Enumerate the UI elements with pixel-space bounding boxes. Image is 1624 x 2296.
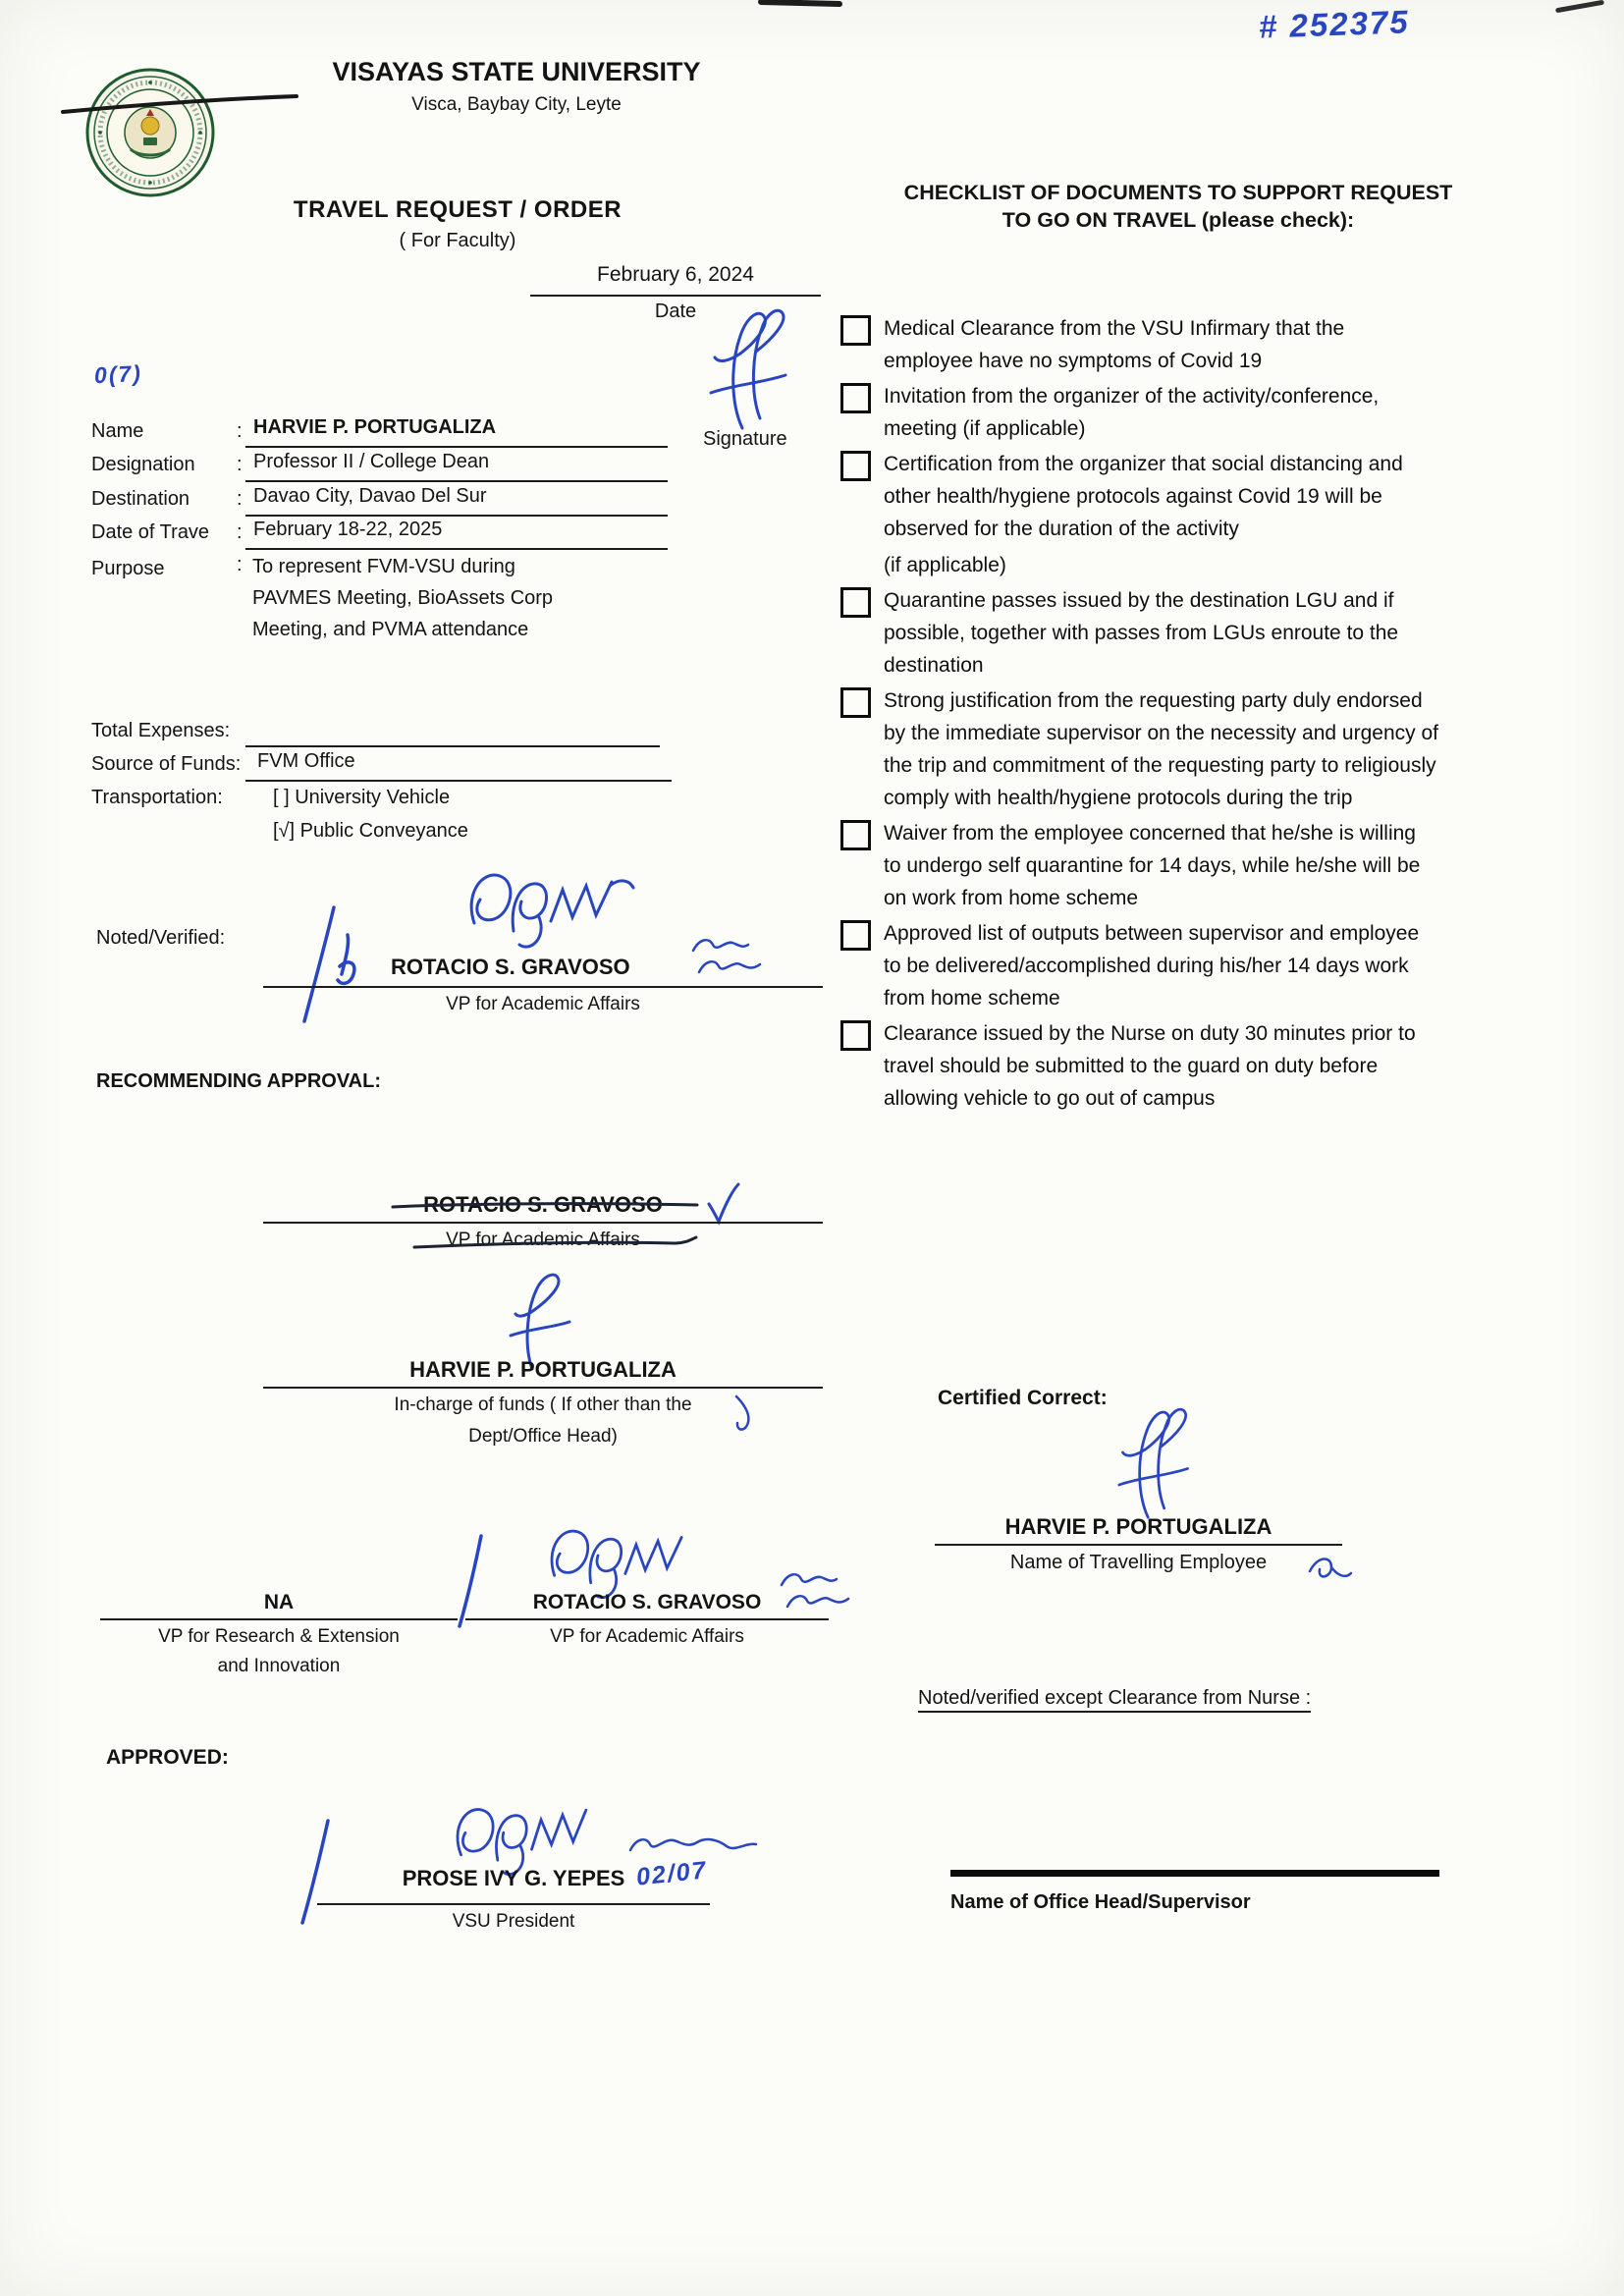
colon: : bbox=[237, 488, 243, 510]
noted-except-note bbox=[918, 1687, 1311, 1710]
checkbox-icon bbox=[840, 451, 871, 481]
checklist-item-text: Certification from the organizer that social distancing and other health/hygiene protocols against Covid 19 will be observed for the duration of the activity bbox=[884, 453, 1403, 540]
handwritten-margin-note: 0(7) bbox=[93, 359, 143, 389]
transportation-label: Transportation: bbox=[91, 787, 223, 808]
signature-line bbox=[317, 1903, 710, 1905]
colon: : bbox=[237, 521, 243, 543]
checklist-title-line2: TO GO ON TRAVEL (please check): bbox=[1001, 208, 1355, 232]
checklist-item bbox=[840, 448, 1528, 581]
pen-stroke-over-logo bbox=[57, 84, 302, 130]
checkbox-icon bbox=[840, 920, 871, 951]
small-ink-mark bbox=[1304, 1548, 1355, 1593]
strikethrough-mark bbox=[391, 1198, 700, 1212]
rec1-signatory-name: ROTACIO S. GRAVOSO bbox=[423, 1192, 663, 1217]
checkbox-icon bbox=[840, 315, 871, 346]
signature-line bbox=[263, 986, 823, 988]
checklist-item-text: Approved list of outputs between supervisor and employee to be delivered/accomplished during his/her 14 days work from home scheme bbox=[884, 922, 1420, 1010]
colon: : bbox=[237, 554, 243, 575]
transport-option-public-conveyance: [√] Public Conveyance bbox=[273, 820, 468, 842]
rec3-right-name: ROTACIO S. GRAVOSO bbox=[532, 1591, 762, 1613]
handwritten-doc-number: # 252375 bbox=[1258, 3, 1411, 45]
signature-line bbox=[263, 1387, 823, 1389]
checklist-item-text: Strong justification from the requesting party duly endorsed by the immediate supervisor on the necessity and urgency of the trip and commitment of the requesting party to religiously comply with health/hygiene protocols during the trip bbox=[884, 689, 1438, 809]
checklist-item bbox=[840, 817, 1528, 914]
signature-employee-ink bbox=[1096, 1398, 1204, 1528]
date-value: February 6, 2024 bbox=[530, 263, 821, 297]
checkbox-icon bbox=[840, 587, 871, 618]
checklist bbox=[840, 312, 1528, 1118]
total-expenses-blank-line bbox=[245, 718, 660, 747]
check-mark-ink bbox=[701, 1178, 742, 1226]
office-head-label: Name of Office Head/Supervisor bbox=[950, 1891, 1251, 1913]
signature-label: Signature bbox=[703, 428, 787, 450]
handwritten-initials-mark bbox=[774, 1563, 867, 1624]
checklist-item bbox=[840, 1017, 1528, 1115]
form-subtitle: ( For Faculty) bbox=[399, 230, 516, 251]
checkbox-icon bbox=[840, 383, 871, 413]
rec2-signatory-name: HARVIE P. PORTUGALIZA bbox=[409, 1357, 677, 1382]
handwritten-initials-mark bbox=[685, 929, 779, 990]
signature-line bbox=[465, 1618, 829, 1620]
travelling-employee-name: HARVIE P. PORTUGALIZA bbox=[1004, 1514, 1272, 1539]
checklist-item-text: Quarantine passes issued by the destination LGU and if possible, together with passes from LGUs enroute to the destination bbox=[884, 589, 1399, 677]
noted-verified-label: Noted/Verified: bbox=[96, 927, 226, 949]
university-name: VISAYAS STATE UNIVERSITY bbox=[332, 57, 701, 86]
field-value-name: HARVIE P. PORTUGALIZA bbox=[245, 416, 668, 448]
checklist-title-line1: CHECKLIST OF DOCUMENTS TO SUPPORT REQUEST bbox=[903, 181, 1453, 204]
rec2-signatory-title-line1: In-charge of funds ( If other than the bbox=[394, 1394, 692, 1415]
rec2-signatory-title-line2: Dept/Office Head) bbox=[468, 1426, 618, 1447]
total-expenses-label: Total Expenses: bbox=[91, 720, 231, 741]
field-value-destination: Davao City, Davao Del Sur bbox=[245, 485, 668, 517]
rec3-left-title-line1: VP for Research & Extension bbox=[158, 1626, 400, 1647]
checklist-item bbox=[840, 684, 1528, 814]
form-title: TRAVEL REQUEST / ORDER bbox=[293, 196, 623, 223]
strikethrough-mark bbox=[412, 1235, 699, 1253]
field-value-designation: Professor II / College Dean bbox=[245, 451, 668, 482]
field-label-name: Name bbox=[91, 420, 144, 442]
rec3-right-title: VP for Academic Affairs bbox=[550, 1626, 744, 1647]
signature-line bbox=[100, 1618, 458, 1620]
checklist-item-text: Invitation from the organizer of the activity/conference, meeting (if applicable) bbox=[884, 385, 1380, 440]
purpose-line-3: Meeting, and PVMA attendance bbox=[252, 619, 529, 640]
certified-correct-label: Certified Correct: bbox=[938, 1387, 1108, 1409]
checklist-item bbox=[840, 312, 1528, 377]
transport-option-university-vehicle: [ ] University Vehicle bbox=[273, 787, 451, 808]
pen-slash-mark bbox=[452, 1532, 491, 1630]
scan-artifact bbox=[1555, 0, 1604, 13]
approved-label: APPROVED: bbox=[106, 1746, 229, 1769]
noted-signatory-title: VP for Academic Affairs bbox=[446, 994, 640, 1014]
university-address: Visca, Baybay City, Leyte bbox=[411, 94, 622, 115]
signature-gravoso-ink bbox=[457, 856, 653, 959]
signature-employee-ink bbox=[685, 302, 803, 436]
field-label-designation: Designation bbox=[91, 454, 195, 475]
field-label-date-of-travel: Date of Trave bbox=[91, 521, 210, 543]
handwritten-date-initials: 02/07 bbox=[634, 1856, 709, 1891]
checkbox-icon bbox=[840, 687, 871, 718]
colon: : bbox=[237, 420, 243, 442]
checkbox-icon bbox=[840, 1020, 871, 1051]
checkbox-icon bbox=[840, 820, 871, 850]
colon: : bbox=[237, 454, 243, 475]
president-title: VSU President bbox=[452, 1911, 575, 1932]
checklist-item bbox=[840, 380, 1528, 445]
source-of-funds-label: Source of Funds: bbox=[91, 753, 242, 775]
office-head-signature-bar bbox=[950, 1870, 1439, 1877]
recommending-approval-label: RECOMMENDING APPROVAL: bbox=[96, 1070, 381, 1092]
checklist-item-note: (if applicable) bbox=[884, 554, 1006, 576]
signature-line bbox=[935, 1544, 1342, 1546]
checklist-item-text: Medical Clearance from the VSU Infirmary that the employee have no symptoms of Covid 19 bbox=[884, 317, 1345, 372]
field-value-date-of-travel: February 18-22, 2025 bbox=[245, 519, 668, 550]
noted-except-text: Noted/verified except Clearance from Nurse : bbox=[918, 1687, 1311, 1713]
field-label-destination: Destination bbox=[91, 488, 190, 510]
signature-line bbox=[263, 1222, 823, 1224]
president-name: PROSE IVY G. YEPES bbox=[402, 1866, 625, 1890]
travelling-employee-title: Name of Travelling Employee bbox=[1009, 1552, 1268, 1573]
checklist-item-text: Waiver from the employee concerned that he/she is willing to undergo self quarantine for 14 days, while he/she will be on work from home scheme bbox=[884, 822, 1421, 909]
rec3-left-title-line2: and Innovation bbox=[217, 1656, 341, 1676]
checklist-item bbox=[840, 917, 1528, 1014]
date-label: Date bbox=[654, 301, 697, 322]
purpose-line-1: To represent FVM-VSU during bbox=[252, 556, 515, 577]
checklist-item bbox=[840, 584, 1528, 682]
checklist-item-text: Clearance issued by the Nurse on duty 30 minutes prior to travel should be submitted to the guard on duty before allowing vehicle to go out of campus bbox=[884, 1022, 1416, 1110]
purpose-line-2: PAVMES Meeting, BioAssets Corp bbox=[252, 587, 554, 609]
noted-signatory-name: ROTACIO S. GRAVOSO bbox=[391, 955, 630, 979]
scan-artifact bbox=[758, 0, 842, 7]
rec3-left-name: NA bbox=[263, 1591, 295, 1613]
source-of-funds-value: FVM Office bbox=[245, 750, 672, 782]
field-label-purpose: Purpose bbox=[91, 558, 165, 579]
rec1-signatory-title: VP for Academic Affairs bbox=[446, 1230, 640, 1250]
